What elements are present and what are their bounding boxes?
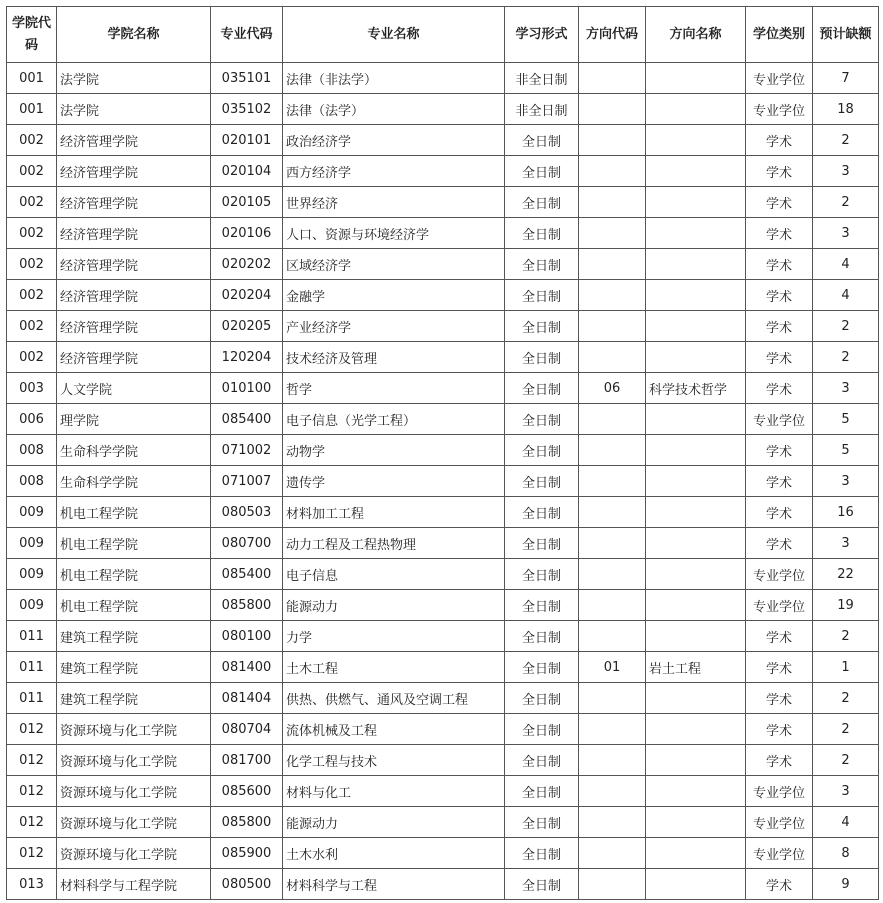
cell-major-name: 动力工程及工程热物理 xyxy=(283,528,505,559)
cell-major-name: 法律（法学） xyxy=(283,94,505,125)
cell-major-name: 土木水利 xyxy=(283,838,505,869)
cell-major-code: 010100 xyxy=(211,373,283,404)
header-vacancy-count: 预计缺额 xyxy=(813,7,879,63)
cell-college-name: 建筑工程学院 xyxy=(57,621,211,652)
table-row xyxy=(7,621,879,652)
cell-major-name: 电子信息 xyxy=(283,559,505,590)
cell-major-code: 085800 xyxy=(211,807,283,838)
cell-study-mode: 全日制 xyxy=(505,342,579,373)
cell-vacancy-count: 3 xyxy=(813,156,879,187)
table-row xyxy=(7,187,879,218)
cell-degree-type: 学术 xyxy=(746,373,813,404)
cell-direction-name xyxy=(646,869,746,900)
cell-major-code: 085600 xyxy=(211,776,283,807)
cell-college-name: 资源环境与化工学院 xyxy=(57,776,211,807)
cell-major-code: 081400 xyxy=(211,652,283,683)
cell-direction-code xyxy=(579,342,646,373)
cell-vacancy-count: 2 xyxy=(813,342,879,373)
table-row xyxy=(7,807,879,838)
cell-direction-name xyxy=(646,807,746,838)
cell-college-name: 经济管理学院 xyxy=(57,218,211,249)
cell-direction-code xyxy=(579,590,646,621)
cell-degree-type: 学术 xyxy=(746,714,813,745)
table-row xyxy=(7,683,879,714)
cell-college-code: 013 xyxy=(7,869,57,900)
cell-direction-name xyxy=(646,714,746,745)
cell-degree-type: 学术 xyxy=(746,187,813,218)
cell-college-code: 008 xyxy=(7,466,57,497)
table-row xyxy=(7,311,879,342)
cell-major-name: 区域经济学 xyxy=(283,249,505,280)
cell-college-code: 009 xyxy=(7,559,57,590)
cell-direction-code xyxy=(579,869,646,900)
cell-college-name: 资源环境与化工学院 xyxy=(57,714,211,745)
cell-college-name: 机电工程学院 xyxy=(57,590,211,621)
cell-study-mode: 全日制 xyxy=(505,559,579,590)
cell-vacancy-count: 4 xyxy=(813,807,879,838)
cell-vacancy-count: 2 xyxy=(813,683,879,714)
cell-college-name: 生命科学学院 xyxy=(57,466,211,497)
table-row xyxy=(7,342,879,373)
cell-study-mode: 全日制 xyxy=(505,373,579,404)
cell-college-name: 资源环境与化工学院 xyxy=(57,838,211,869)
cell-direction-name xyxy=(646,528,746,559)
cell-major-name: 流体机械及工程 xyxy=(283,714,505,745)
cell-major-name: 金融学 xyxy=(283,280,505,311)
cell-degree-type: 学术 xyxy=(746,621,813,652)
cell-college-name: 资源环境与化工学院 xyxy=(57,745,211,776)
cell-vacancy-count: 2 xyxy=(813,621,879,652)
table-row xyxy=(7,838,879,869)
cell-degree-type: 专业学位 xyxy=(746,776,813,807)
cell-direction-name xyxy=(646,342,746,373)
cell-vacancy-count: 2 xyxy=(813,714,879,745)
cell-degree-type: 专业学位 xyxy=(746,94,813,125)
cell-direction-code xyxy=(579,807,646,838)
cell-degree-type: 学术 xyxy=(746,497,813,528)
cell-study-mode: 全日制 xyxy=(505,435,579,466)
cell-direction-code: 01 xyxy=(579,652,646,683)
cell-direction-code xyxy=(579,435,646,466)
cell-vacancy-count: 9 xyxy=(813,869,879,900)
cell-college-name: 经济管理学院 xyxy=(57,187,211,218)
cell-major-code: 020204 xyxy=(211,280,283,311)
cell-major-code: 071007 xyxy=(211,466,283,497)
admissions-table xyxy=(6,6,879,900)
cell-study-mode: 全日制 xyxy=(505,807,579,838)
cell-college-name: 经济管理学院 xyxy=(57,156,211,187)
cell-direction-name xyxy=(646,249,746,280)
cell-direction-code xyxy=(579,776,646,807)
cell-degree-type: 学术 xyxy=(746,218,813,249)
table-row xyxy=(7,714,879,745)
cell-college-code: 001 xyxy=(7,94,57,125)
cell-direction-name xyxy=(646,311,746,342)
cell-major-code: 081404 xyxy=(211,683,283,714)
cell-direction-code xyxy=(579,280,646,311)
cell-college-name: 经济管理学院 xyxy=(57,280,211,311)
table-row xyxy=(7,94,879,125)
cell-college-code: 001 xyxy=(7,63,57,94)
cell-degree-type: 专业学位 xyxy=(746,590,813,621)
cell-direction-code xyxy=(579,714,646,745)
cell-degree-type: 专业学位 xyxy=(746,404,813,435)
cell-college-name: 机电工程学院 xyxy=(57,559,211,590)
cell-direction-code xyxy=(579,838,646,869)
table-row xyxy=(7,218,879,249)
cell-study-mode: 全日制 xyxy=(505,187,579,218)
cell-vacancy-count: 7 xyxy=(813,63,879,94)
cell-direction-name xyxy=(646,497,746,528)
cell-major-code: 020106 xyxy=(211,218,283,249)
header-major-name: 专业名称 xyxy=(283,7,505,63)
cell-direction-name xyxy=(646,590,746,621)
cell-direction-code xyxy=(579,63,646,94)
table-row xyxy=(7,249,879,280)
cell-direction-code xyxy=(579,218,646,249)
cell-major-code: 085800 xyxy=(211,590,283,621)
table-row xyxy=(7,652,879,683)
cell-study-mode: 全日制 xyxy=(505,125,579,156)
header-college-name: 学院名称 xyxy=(57,7,211,63)
cell-direction-name: 岩土工程 xyxy=(646,652,746,683)
header-direction-name: 方向名称 xyxy=(646,7,746,63)
cell-vacancy-count: 5 xyxy=(813,435,879,466)
cell-major-code: 020105 xyxy=(211,187,283,218)
cell-major-name: 能源动力 xyxy=(283,590,505,621)
cell-direction-code xyxy=(579,249,646,280)
cell-college-code: 011 xyxy=(7,621,57,652)
cell-degree-type: 专业学位 xyxy=(746,63,813,94)
cell-major-name: 法律（非法学） xyxy=(283,63,505,94)
cell-major-code: 080100 xyxy=(211,621,283,652)
cell-college-code: 012 xyxy=(7,714,57,745)
cell-major-name: 材料与化工 xyxy=(283,776,505,807)
cell-college-name: 经济管理学院 xyxy=(57,125,211,156)
cell-direction-name xyxy=(646,404,746,435)
cell-direction-code xyxy=(579,156,646,187)
cell-college-code: 002 xyxy=(7,311,57,342)
header-major-code: 专业代码 xyxy=(211,7,283,63)
cell-major-name: 世界经济 xyxy=(283,187,505,218)
cell-direction-code xyxy=(579,497,646,528)
cell-vacancy-count: 19 xyxy=(813,590,879,621)
cell-degree-type: 专业学位 xyxy=(746,838,813,869)
cell-direction-name xyxy=(646,218,746,249)
cell-major-code: 020101 xyxy=(211,125,283,156)
cell-vacancy-count: 2 xyxy=(813,187,879,218)
header-college-code: 学院代码 xyxy=(7,7,57,63)
table-row xyxy=(7,559,879,590)
cell-direction-name xyxy=(646,156,746,187)
cell-college-name: 理学院 xyxy=(57,404,211,435)
cell-major-name: 电子信息（光学工程） xyxy=(283,404,505,435)
cell-college-name: 机电工程学院 xyxy=(57,497,211,528)
cell-college-code: 002 xyxy=(7,156,57,187)
header-degree-type: 学位类别 xyxy=(746,7,813,63)
cell-direction-name xyxy=(646,745,746,776)
cell-vacancy-count: 1 xyxy=(813,652,879,683)
cell-study-mode: 全日制 xyxy=(505,311,579,342)
cell-direction-code xyxy=(579,187,646,218)
cell-college-name: 材料科学与工程学院 xyxy=(57,869,211,900)
cell-major-code: 035101 xyxy=(211,63,283,94)
cell-college-code: 002 xyxy=(7,342,57,373)
cell-major-code: 071002 xyxy=(211,435,283,466)
cell-major-code: 120204 xyxy=(211,342,283,373)
cell-degree-type: 专业学位 xyxy=(746,559,813,590)
cell-major-code: 081700 xyxy=(211,745,283,776)
cell-major-name: 力学 xyxy=(283,621,505,652)
cell-major-name: 材料加工工程 xyxy=(283,497,505,528)
cell-college-code: 003 xyxy=(7,373,57,404)
cell-major-code: 085900 xyxy=(211,838,283,869)
cell-study-mode: 全日制 xyxy=(505,249,579,280)
cell-major-name: 人口、资源与环境经济学 xyxy=(283,218,505,249)
cell-study-mode: 全日制 xyxy=(505,528,579,559)
cell-study-mode: 全日制 xyxy=(505,869,579,900)
cell-degree-type: 学术 xyxy=(746,652,813,683)
cell-major-name: 化学工程与技术 xyxy=(283,745,505,776)
cell-degree-type: 学术 xyxy=(746,342,813,373)
cell-major-name: 动物学 xyxy=(283,435,505,466)
cell-college-name: 资源环境与化工学院 xyxy=(57,807,211,838)
cell-degree-type: 学术 xyxy=(746,869,813,900)
table-row xyxy=(7,497,879,528)
table-row xyxy=(7,404,879,435)
cell-direction-code xyxy=(579,94,646,125)
cell-direction-name xyxy=(646,621,746,652)
cell-college-code: 002 xyxy=(7,187,57,218)
cell-major-code: 080704 xyxy=(211,714,283,745)
cell-major-name: 能源动力 xyxy=(283,807,505,838)
cell-major-name: 产业经济学 xyxy=(283,311,505,342)
cell-major-name: 土木工程 xyxy=(283,652,505,683)
cell-college-name: 建筑工程学院 xyxy=(57,683,211,714)
cell-major-code: 085400 xyxy=(211,404,283,435)
cell-major-code: 020202 xyxy=(211,249,283,280)
cell-direction-code xyxy=(579,125,646,156)
cell-major-name: 技术经济及管理 xyxy=(283,342,505,373)
cell-college-code: 011 xyxy=(7,683,57,714)
cell-study-mode: 全日制 xyxy=(505,714,579,745)
cell-direction-name xyxy=(646,559,746,590)
cell-college-name: 建筑工程学院 xyxy=(57,652,211,683)
cell-direction-code xyxy=(579,745,646,776)
cell-study-mode: 全日制 xyxy=(505,156,579,187)
table-row xyxy=(7,466,879,497)
cell-direction-code xyxy=(579,621,646,652)
cell-major-name: 西方经济学 xyxy=(283,156,505,187)
cell-college-code: 008 xyxy=(7,435,57,466)
cell-direction-code xyxy=(579,311,646,342)
cell-college-code: 011 xyxy=(7,652,57,683)
cell-college-code: 002 xyxy=(7,280,57,311)
cell-degree-type: 学术 xyxy=(746,435,813,466)
cell-study-mode: 全日制 xyxy=(505,280,579,311)
cell-study-mode: 非全日制 xyxy=(505,94,579,125)
cell-college-code: 009 xyxy=(7,497,57,528)
cell-major-code: 020104 xyxy=(211,156,283,187)
table-row xyxy=(7,63,879,94)
table-row xyxy=(7,373,879,404)
cell-college-name: 机电工程学院 xyxy=(57,528,211,559)
table-row xyxy=(7,435,879,466)
cell-college-code: 009 xyxy=(7,590,57,621)
cell-direction-name xyxy=(646,435,746,466)
cell-college-code: 012 xyxy=(7,745,57,776)
cell-direction-code xyxy=(579,559,646,590)
cell-college-name: 经济管理学院 xyxy=(57,342,211,373)
cell-study-mode: 全日制 xyxy=(505,621,579,652)
cell-major-code: 035102 xyxy=(211,94,283,125)
cell-vacancy-count: 3 xyxy=(813,528,879,559)
cell-direction-name xyxy=(646,466,746,497)
cell-study-mode: 全日制 xyxy=(505,218,579,249)
cell-vacancy-count: 3 xyxy=(813,218,879,249)
cell-vacancy-count: 16 xyxy=(813,497,879,528)
cell-college-name: 经济管理学院 xyxy=(57,311,211,342)
table-body xyxy=(7,63,879,900)
cell-direction-name xyxy=(646,94,746,125)
cell-college-code: 012 xyxy=(7,807,57,838)
cell-vacancy-count: 3 xyxy=(813,776,879,807)
cell-college-code: 012 xyxy=(7,838,57,869)
cell-major-name: 政治经济学 xyxy=(283,125,505,156)
cell-study-mode: 非全日制 xyxy=(505,63,579,94)
cell-major-code: 020205 xyxy=(211,311,283,342)
cell-direction-code xyxy=(579,683,646,714)
cell-direction-code xyxy=(579,404,646,435)
cell-direction-name xyxy=(646,63,746,94)
cell-vacancy-count: 22 xyxy=(813,559,879,590)
cell-vacancy-count: 2 xyxy=(813,311,879,342)
cell-degree-type: 专业学位 xyxy=(746,807,813,838)
cell-direction-name: 科学技术哲学 xyxy=(646,373,746,404)
cell-degree-type: 学术 xyxy=(746,466,813,497)
cell-direction-name xyxy=(646,683,746,714)
table-row xyxy=(7,745,879,776)
cell-vacancy-count: 4 xyxy=(813,280,879,311)
cell-direction-name xyxy=(646,776,746,807)
cell-college-name: 经济管理学院 xyxy=(57,249,211,280)
cell-college-name: 法学院 xyxy=(57,94,211,125)
table-row xyxy=(7,776,879,807)
cell-direction-code xyxy=(579,528,646,559)
cell-major-name: 哲学 xyxy=(283,373,505,404)
cell-direction-name xyxy=(646,125,746,156)
cell-direction-name xyxy=(646,838,746,869)
cell-major-name: 供热、供燃气、通风及空调工程 xyxy=(283,683,505,714)
cell-vacancy-count: 4 xyxy=(813,249,879,280)
cell-study-mode: 全日制 xyxy=(505,466,579,497)
cell-direction-code xyxy=(579,466,646,497)
cell-study-mode: 全日制 xyxy=(505,590,579,621)
cell-major-code: 080500 xyxy=(211,869,283,900)
cell-college-code: 009 xyxy=(7,528,57,559)
cell-college-code: 012 xyxy=(7,776,57,807)
cell-degree-type: 学术 xyxy=(746,125,813,156)
header-row xyxy=(7,7,879,63)
cell-degree-type: 学术 xyxy=(746,280,813,311)
cell-degree-type: 学术 xyxy=(746,528,813,559)
cell-major-code: 080503 xyxy=(211,497,283,528)
table-row xyxy=(7,528,879,559)
cell-college-name: 法学院 xyxy=(57,63,211,94)
cell-vacancy-count: 3 xyxy=(813,373,879,404)
cell-degree-type: 学术 xyxy=(746,683,813,714)
cell-degree-type: 学术 xyxy=(746,745,813,776)
cell-major-name: 材料科学与工程 xyxy=(283,869,505,900)
header-direction-code: 方向代码 xyxy=(579,7,646,63)
table-row xyxy=(7,869,879,900)
cell-direction-code: 06 xyxy=(579,373,646,404)
table-row xyxy=(7,125,879,156)
cell-direction-name xyxy=(646,280,746,311)
cell-direction-name xyxy=(646,187,746,218)
cell-college-name: 人文学院 xyxy=(57,373,211,404)
cell-college-code: 006 xyxy=(7,404,57,435)
table-row xyxy=(7,590,879,621)
cell-study-mode: 全日制 xyxy=(505,776,579,807)
cell-major-name: 遗传学 xyxy=(283,466,505,497)
cell-study-mode: 全日制 xyxy=(505,683,579,714)
cell-degree-type: 学术 xyxy=(746,156,813,187)
cell-degree-type: 学术 xyxy=(746,311,813,342)
cell-study-mode: 全日制 xyxy=(505,404,579,435)
table-row xyxy=(7,156,879,187)
cell-vacancy-count: 2 xyxy=(813,745,879,776)
header-study-mode: 学习形式 xyxy=(505,7,579,63)
table-row xyxy=(7,280,879,311)
cell-major-code: 085400 xyxy=(211,559,283,590)
cell-vacancy-count: 5 xyxy=(813,404,879,435)
cell-college-name: 生命科学学院 xyxy=(57,435,211,466)
cell-study-mode: 全日制 xyxy=(505,745,579,776)
cell-degree-type: 学术 xyxy=(746,249,813,280)
cell-vacancy-count: 8 xyxy=(813,838,879,869)
cell-major-code: 080700 xyxy=(211,528,283,559)
cell-vacancy-count: 18 xyxy=(813,94,879,125)
cell-study-mode: 全日制 xyxy=(505,838,579,869)
cell-college-code: 002 xyxy=(7,218,57,249)
cell-study-mode: 全日制 xyxy=(505,652,579,683)
cell-vacancy-count: 2 xyxy=(813,125,879,156)
cell-college-code: 002 xyxy=(7,249,57,280)
cell-vacancy-count: 3 xyxy=(813,466,879,497)
cell-college-code: 002 xyxy=(7,125,57,156)
cell-study-mode: 全日制 xyxy=(505,497,579,528)
